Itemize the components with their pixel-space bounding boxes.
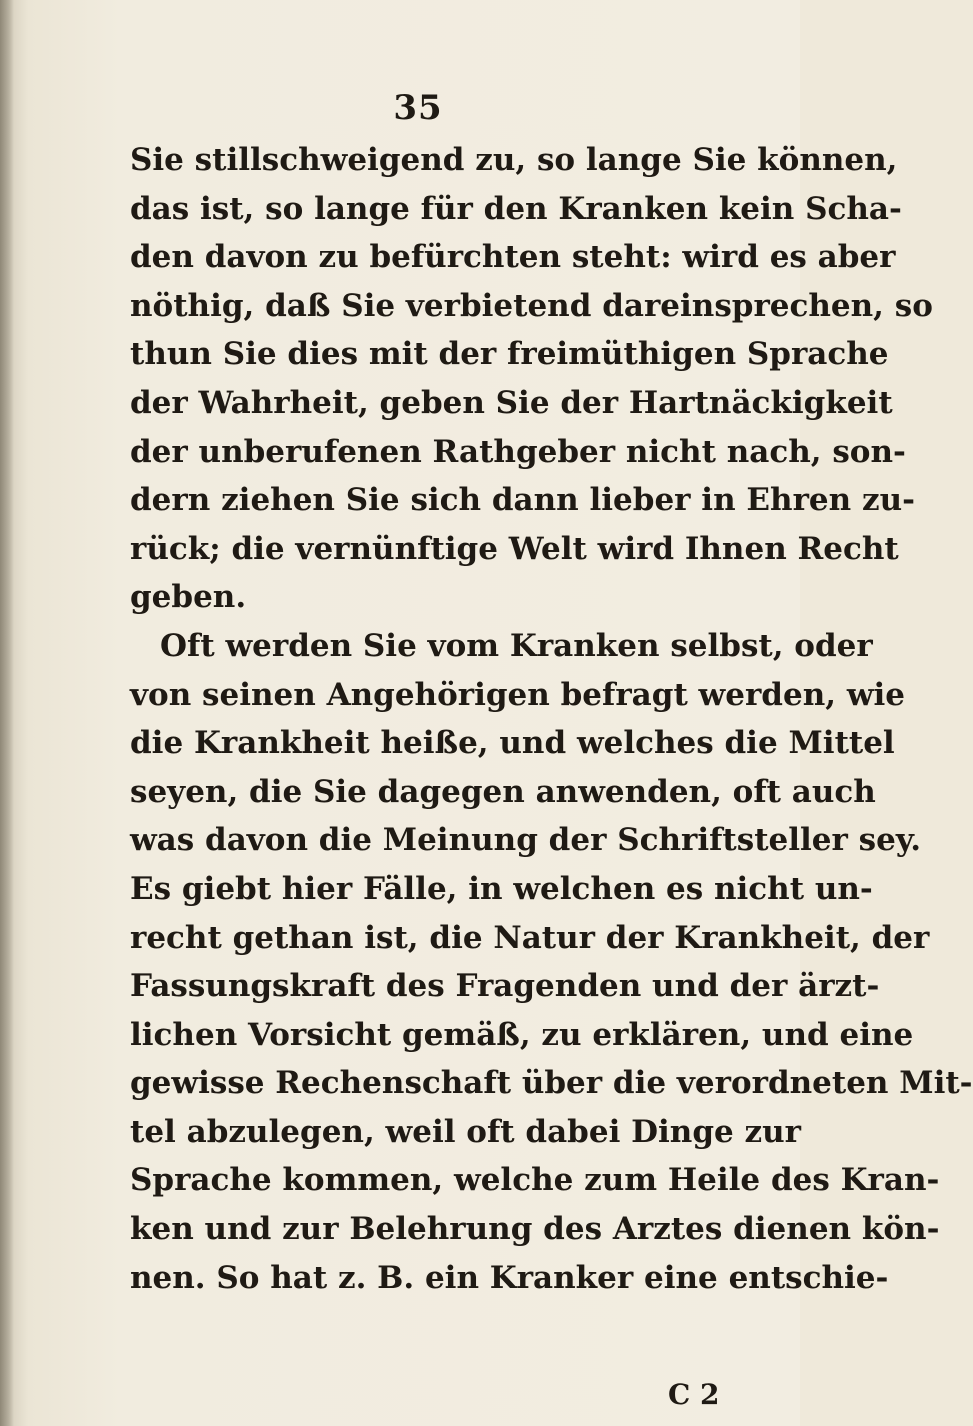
text-line: nen. So hat z. B. ein Kranker eine entschie- bbox=[130, 1259, 889, 1296]
text-line: geben. bbox=[130, 579, 247, 616]
text-line: was davon die Meinung der Schriftsteller sey. bbox=[130, 822, 922, 859]
text-line: das ist, so lange für den Kranken kein Scha- bbox=[130, 190, 902, 227]
text-line: Sie stillschweigend zu, so lange Sie können, bbox=[130, 142, 898, 178]
text-line: von seinen Angehörigen befragt werden, wie bbox=[130, 676, 905, 713]
text-line: thun Sie dies mit der freimüthigen Sprache bbox=[130, 336, 889, 373]
text-line: seyen, die Sie dagegen anwenden, oft auch bbox=[130, 773, 876, 810]
text-line: rück; die vernünftige Welt wird Ihnen Recht bbox=[130, 530, 899, 567]
text-line: recht gethan ist, die Natur der Krankheit, der bbox=[130, 919, 930, 956]
text-line: lichen Vorsicht gemäß, zu erklären, und eine bbox=[130, 1016, 914, 1053]
page-number: 35 bbox=[393, 88, 443, 128]
text-line: gewisse Rechenschaft über die verordneten Mit- bbox=[130, 1065, 973, 1102]
text-line: ken und zur Belehrung des Arztes dienen kön- bbox=[130, 1211, 940, 1248]
text-line: dern ziehen Sie sich dann lieber in Ehren zu- bbox=[130, 482, 915, 519]
text-line: die Krankheit heiße, und welches die Mittel bbox=[130, 725, 895, 762]
signature-mark: C 2 bbox=[668, 1378, 720, 1411]
text-line: Es giebt hier Fälle, in welchen es nicht un- bbox=[130, 870, 873, 907]
text-line: Fassungskraft des Fragenden und der ärzt- bbox=[130, 968, 880, 1005]
text-line: Sprache kommen, welche zum Heile des Kran- bbox=[130, 1162, 940, 1199]
text-line: den davon zu befürchten steht: wird es aber bbox=[130, 239, 896, 276]
text-line: Oft werden Sie vom Kranken selbst, oder bbox=[160, 627, 873, 664]
text-line: tel abzulegen, weil oft dabei Dinge zur bbox=[130, 1113, 802, 1150]
text-line: der unberufenen Rathgeber nicht nach, son- bbox=[130, 433, 906, 470]
page-gutter-shadow bbox=[0, 0, 14, 1426]
body-text bbox=[130, 136, 973, 1302]
text-line: der Wahrheit, geben Sie der Hartnäckigkeit bbox=[130, 384, 893, 421]
text-line: nöthig, daß Sie verbietend dareinsprechen, so bbox=[130, 287, 933, 324]
